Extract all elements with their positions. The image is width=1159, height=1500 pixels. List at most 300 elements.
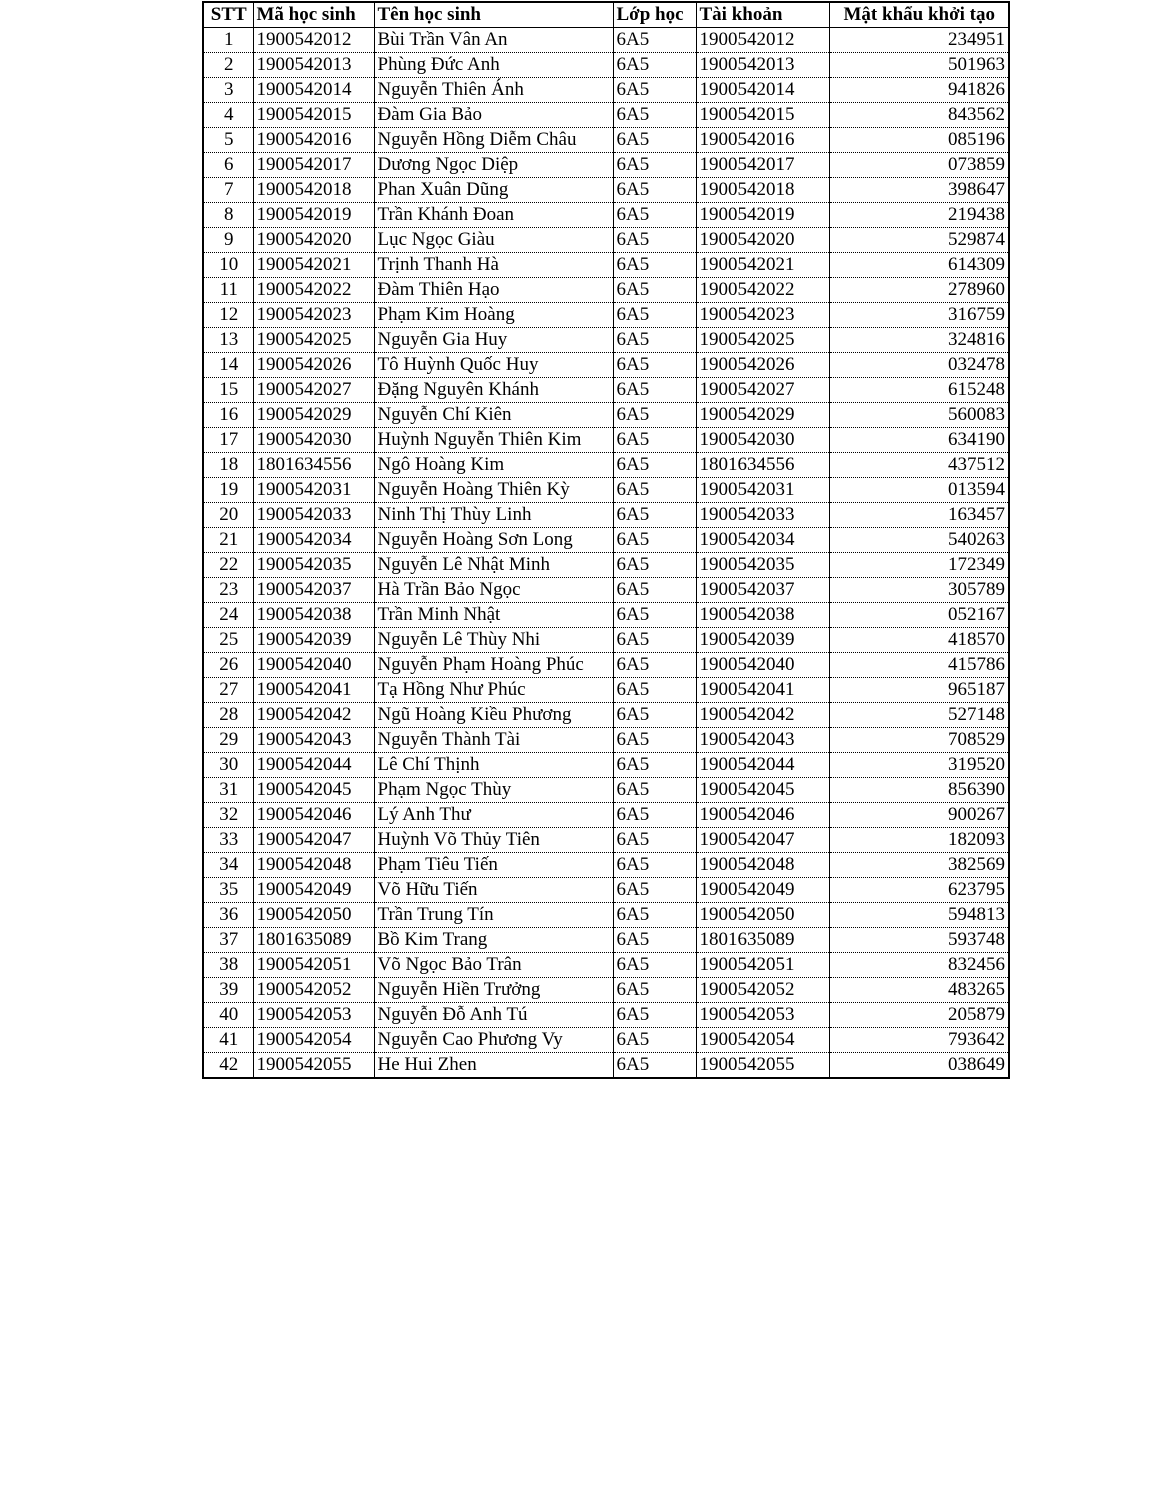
cell-class: 6A5 — [613, 628, 696, 653]
cell-student-name: Bồ Kim Trang — [374, 928, 613, 953]
cell-account: 1900542040 — [696, 653, 829, 678]
cell-class: 6A5 — [613, 228, 696, 253]
table-row — [203, 953, 1009, 978]
cell-student-name: Phạm Ngọc Thùy — [374, 778, 613, 803]
cell-student-name: Nguyễn Đỗ Anh Tú — [374, 1003, 613, 1028]
cell-password: 793642 — [829, 1028, 1009, 1053]
cell-account: 1801635089 — [696, 928, 829, 953]
cell-stt: 17 — [203, 428, 253, 453]
cell-stt: 37 — [203, 928, 253, 953]
cell-student-name: He Hui Zhen — [374, 1053, 613, 1079]
table-row — [203, 303, 1009, 328]
cell-account: 1900542050 — [696, 903, 829, 928]
cell-password: 615248 — [829, 378, 1009, 403]
cell-stt: 8 — [203, 203, 253, 228]
cell-student-id: 1900542042 — [253, 703, 374, 728]
cell-account: 1900542053 — [696, 1003, 829, 1028]
cell-student-name: Nguyễn Thành Tài — [374, 728, 613, 753]
cell-student-name: Tô Huỳnh Quốc Huy — [374, 353, 613, 378]
cell-student-id: 1900542039 — [253, 628, 374, 653]
table-row — [203, 178, 1009, 203]
cell-account: 1900542055 — [696, 1053, 829, 1079]
cell-account: 1900542035 — [696, 553, 829, 578]
table-row — [203, 728, 1009, 753]
cell-stt: 34 — [203, 853, 253, 878]
cell-class: 6A5 — [613, 703, 696, 728]
table-row — [203, 53, 1009, 78]
cell-password: 965187 — [829, 678, 1009, 703]
cell-stt: 1 — [203, 28, 253, 53]
cell-stt: 4 — [203, 103, 253, 128]
cell-password: 708529 — [829, 728, 1009, 753]
table-row — [203, 753, 1009, 778]
table-row — [203, 228, 1009, 253]
cell-student-name: Nguyễn Cao Phương Vy — [374, 1028, 613, 1053]
table-row — [203, 28, 1009, 53]
cell-student-id: 1900542043 — [253, 728, 374, 753]
cell-stt: 27 — [203, 678, 253, 703]
cell-account: 1900542017 — [696, 153, 829, 178]
cell-stt: 7 — [203, 178, 253, 203]
cell-student-name: Huỳnh Nguyễn Thiên Kim — [374, 428, 613, 453]
cell-class: 6A5 — [613, 978, 696, 1003]
table-row — [203, 203, 1009, 228]
cell-student-name: Trần Minh Nhật — [374, 603, 613, 628]
cell-password: 085196 — [829, 128, 1009, 153]
cell-student-id: 1900542044 — [253, 753, 374, 778]
cell-student-name: Trịnh Thanh Hà — [374, 253, 613, 278]
cell-student-id: 1900542053 — [253, 1003, 374, 1028]
cell-stt: 36 — [203, 903, 253, 928]
cell-stt: 28 — [203, 703, 253, 728]
cell-password: 529874 — [829, 228, 1009, 253]
cell-class: 6A5 — [613, 53, 696, 78]
cell-class: 6A5 — [613, 753, 696, 778]
cell-class: 6A5 — [613, 828, 696, 853]
cell-student-name: Nguyễn Phạm Hoàng Phúc — [374, 653, 613, 678]
cell-class: 6A5 — [613, 653, 696, 678]
cell-student-id: 1900542021 — [253, 253, 374, 278]
cell-stt: 6 — [203, 153, 253, 178]
cell-stt: 39 — [203, 978, 253, 1003]
cell-stt: 35 — [203, 878, 253, 903]
table-header-row — [203, 2, 1009, 28]
cell-student-name: Nguyễn Gia Huy — [374, 328, 613, 353]
cell-password: 527148 — [829, 703, 1009, 728]
cell-student-id: 1900542047 — [253, 828, 374, 853]
table-row — [203, 278, 1009, 303]
cell-student-name: Bùi Trần Vân An — [374, 28, 613, 53]
cell-class: 6A5 — [613, 1003, 696, 1028]
cell-student-id: 1900542040 — [253, 653, 374, 678]
cell-student-id: 1900542045 — [253, 778, 374, 803]
cell-class: 6A5 — [613, 378, 696, 403]
cell-student-id: 1900542022 — [253, 278, 374, 303]
cell-student-id: 1900542026 — [253, 353, 374, 378]
cell-class: 6A5 — [613, 428, 696, 453]
cell-stt: 11 — [203, 278, 253, 303]
table-row — [203, 428, 1009, 453]
cell-account: 1900542022 — [696, 278, 829, 303]
cell-password: 013594 — [829, 478, 1009, 503]
cell-password: 038649 — [829, 1053, 1009, 1079]
cell-stt: 24 — [203, 603, 253, 628]
cell-account: 1900542019 — [696, 203, 829, 228]
table-row — [203, 878, 1009, 903]
cell-password: 594813 — [829, 903, 1009, 928]
cell-student-id: 1900542031 — [253, 478, 374, 503]
cell-student-name: Trần Trung Tín — [374, 903, 613, 928]
cell-student-name: Trần Khánh Đoan — [374, 203, 613, 228]
cell-account: 1900542047 — [696, 828, 829, 853]
cell-class: 6A5 — [613, 578, 696, 603]
cell-class: 6A5 — [613, 853, 696, 878]
cell-account: 1900542014 — [696, 78, 829, 103]
cell-password: 941826 — [829, 78, 1009, 103]
cell-student-id: 1900542037 — [253, 578, 374, 603]
cell-password: 316759 — [829, 303, 1009, 328]
cell-student-id: 1900542013 — [253, 53, 374, 78]
cell-password: 540263 — [829, 528, 1009, 553]
cell-student-id: 1900542018 — [253, 178, 374, 203]
cell-password: 900267 — [829, 803, 1009, 828]
cell-account: 1900542030 — [696, 428, 829, 453]
table-row — [203, 1028, 1009, 1053]
cell-account: 1900542033 — [696, 503, 829, 528]
cell-password: 324816 — [829, 328, 1009, 353]
cell-class: 6A5 — [613, 78, 696, 103]
table-row — [203, 453, 1009, 478]
cell-class: 6A5 — [613, 403, 696, 428]
cell-stt: 29 — [203, 728, 253, 753]
table-row — [203, 778, 1009, 803]
cell-student-name: Lý Anh Thư — [374, 803, 613, 828]
cell-student-name: Ngô Hoàng Kim — [374, 453, 613, 478]
cell-student-id: 1801634556 — [253, 453, 374, 478]
cell-stt: 32 — [203, 803, 253, 828]
table-row — [203, 828, 1009, 853]
table-row — [203, 103, 1009, 128]
cell-stt: 5 — [203, 128, 253, 153]
cell-student-name: Võ Hữu Tiến — [374, 878, 613, 903]
cell-account: 1900542027 — [696, 378, 829, 403]
cell-student-id: 1900542019 — [253, 203, 374, 228]
cell-account: 1900542026 — [696, 353, 829, 378]
cell-student-id: 1900542030 — [253, 428, 374, 453]
cell-student-id: 1900542048 — [253, 853, 374, 878]
header-student-name: Tên học sinh — [374, 2, 613, 28]
table-row — [203, 678, 1009, 703]
cell-student-id: 1900542046 — [253, 803, 374, 828]
cell-class: 6A5 — [613, 453, 696, 478]
cell-class: 6A5 — [613, 953, 696, 978]
table-row — [203, 1003, 1009, 1028]
table-row — [203, 153, 1009, 178]
cell-student-name: Nguyễn Hoàng Thiên Kỳ — [374, 478, 613, 503]
table-row — [203, 603, 1009, 628]
cell-student-name: Tạ Hồng Như Phúc — [374, 678, 613, 703]
cell-account: 1900542013 — [696, 53, 829, 78]
cell-class: 6A5 — [613, 1028, 696, 1053]
table-row — [203, 528, 1009, 553]
cell-password: 172349 — [829, 553, 1009, 578]
cell-class: 6A5 — [613, 128, 696, 153]
cell-class: 6A5 — [613, 778, 696, 803]
header-class: Lớp học — [613, 2, 696, 28]
table-row — [203, 553, 1009, 578]
cell-student-id: 1900542050 — [253, 903, 374, 928]
cell-class: 6A5 — [613, 878, 696, 903]
cell-student-name: Đàm Gia Bảo — [374, 103, 613, 128]
cell-class: 6A5 — [613, 728, 696, 753]
cell-account: 1900542049 — [696, 878, 829, 903]
cell-stt: 26 — [203, 653, 253, 678]
table-row — [203, 128, 1009, 153]
cell-account: 1900542054 — [696, 1028, 829, 1053]
cell-account: 1900542051 — [696, 953, 829, 978]
cell-stt: 9 — [203, 228, 253, 253]
cell-student-name: Phạm Kim Hoàng — [374, 303, 613, 328]
cell-password: 073859 — [829, 153, 1009, 178]
cell-class: 6A5 — [613, 303, 696, 328]
table-row — [203, 378, 1009, 403]
cell-password: 052167 — [829, 603, 1009, 628]
table-row — [203, 328, 1009, 353]
cell-account: 1900542042 — [696, 703, 829, 728]
cell-stt: 30 — [203, 753, 253, 778]
cell-class: 6A5 — [613, 178, 696, 203]
cell-stt: 23 — [203, 578, 253, 603]
cell-password: 305789 — [829, 578, 1009, 603]
cell-stt: 25 — [203, 628, 253, 653]
cell-student-id: 1900542015 — [253, 103, 374, 128]
cell-stt: 15 — [203, 378, 253, 403]
cell-password: 382569 — [829, 853, 1009, 878]
table-row — [203, 928, 1009, 953]
cell-password: 278960 — [829, 278, 1009, 303]
cell-student-name: Nguyễn Thiên Ánh — [374, 78, 613, 103]
cell-stt: 16 — [203, 403, 253, 428]
table-row — [203, 578, 1009, 603]
table-body — [203, 28, 1009, 1079]
table-row — [203, 978, 1009, 1003]
cell-stt: 20 — [203, 503, 253, 528]
cell-student-id: 1900542052 — [253, 978, 374, 1003]
cell-student-name: Đàm Thiên Hạo — [374, 278, 613, 303]
cell-class: 6A5 — [613, 1053, 696, 1079]
cell-student-name: Đặng Nguyên Khánh — [374, 378, 613, 403]
cell-account: 1900542023 — [696, 303, 829, 328]
table-row — [203, 78, 1009, 103]
cell-class: 6A5 — [613, 328, 696, 353]
cell-student-name: Hà Trần Bảo Ngọc — [374, 578, 613, 603]
cell-student-id: 1900542054 — [253, 1028, 374, 1053]
cell-student-id: 1900542025 — [253, 328, 374, 353]
cell-student-name: Dương Ngọc Diệp — [374, 153, 613, 178]
cell-class: 6A5 — [613, 28, 696, 53]
cell-account: 1900542016 — [696, 128, 829, 153]
cell-account: 1900542044 — [696, 753, 829, 778]
cell-password: 856390 — [829, 778, 1009, 803]
cell-class: 6A5 — [613, 603, 696, 628]
student-account-table — [202, 1, 1010, 1079]
cell-class: 6A5 — [613, 103, 696, 128]
cell-account: 1900542031 — [696, 478, 829, 503]
cell-account: 1900542045 — [696, 778, 829, 803]
cell-student-id: 1900542051 — [253, 953, 374, 978]
cell-student-id: 1900542023 — [253, 303, 374, 328]
cell-student-id: 1900542014 — [253, 78, 374, 103]
cell-student-name: Nguyễn Chí Kiên — [374, 403, 613, 428]
cell-student-id: 1900542016 — [253, 128, 374, 153]
cell-password: 182093 — [829, 828, 1009, 853]
table-row — [203, 503, 1009, 528]
cell-student-name: Phạm Tiêu Tiến — [374, 853, 613, 878]
cell-password: 163457 — [829, 503, 1009, 528]
cell-class: 6A5 — [613, 503, 696, 528]
cell-account: 1900542038 — [696, 603, 829, 628]
cell-class: 6A5 — [613, 478, 696, 503]
cell-account: 1900542039 — [696, 628, 829, 653]
cell-student-name: Phùng Đức Anh — [374, 53, 613, 78]
cell-student-name: Nguyễn Lê Thùy Nhi — [374, 628, 613, 653]
cell-stt: 14 — [203, 353, 253, 378]
table-row — [203, 1053, 1009, 1079]
cell-student-name: Nguyễn Hiền Trưởng — [374, 978, 613, 1003]
cell-account: 1900542018 — [696, 178, 829, 203]
cell-account: 1900542041 — [696, 678, 829, 703]
cell-stt: 2 — [203, 53, 253, 78]
table-row — [203, 803, 1009, 828]
cell-student-id: 1900542049 — [253, 878, 374, 903]
header-password: Mật khẩu khởi tạo — [829, 2, 1009, 28]
cell-stt: 40 — [203, 1003, 253, 1028]
cell-stt: 38 — [203, 953, 253, 978]
cell-student-name: Nguyễn Hồng Diễm Châu — [374, 128, 613, 153]
cell-student-id: 1900542035 — [253, 553, 374, 578]
cell-stt: 3 — [203, 78, 253, 103]
table-row — [203, 653, 1009, 678]
cell-password: 623795 — [829, 878, 1009, 903]
cell-class: 6A5 — [613, 678, 696, 703]
cell-class: 6A5 — [613, 553, 696, 578]
cell-class: 6A5 — [613, 203, 696, 228]
table-row — [203, 478, 1009, 503]
cell-account: 1900542015 — [696, 103, 829, 128]
cell-class: 6A5 — [613, 928, 696, 953]
cell-stt: 33 — [203, 828, 253, 853]
cell-password: 418570 — [829, 628, 1009, 653]
cell-stt: 10 — [203, 253, 253, 278]
cell-student-id: 1900542027 — [253, 378, 374, 403]
cell-account: 1900542025 — [696, 328, 829, 353]
cell-stt: 19 — [203, 478, 253, 503]
table-row — [203, 353, 1009, 378]
cell-student-name: Huỳnh Võ Thủy Tiên — [374, 828, 613, 853]
cell-account: 1900542048 — [696, 853, 829, 878]
cell-student-name: Phan Xuân Dũng — [374, 178, 613, 203]
cell-student-name: Võ Ngọc Bảo Trân — [374, 953, 613, 978]
cell-student-id: 1900542012 — [253, 28, 374, 53]
cell-class: 6A5 — [613, 803, 696, 828]
cell-student-id: 1900542038 — [253, 603, 374, 628]
cell-stt: 22 — [203, 553, 253, 578]
table-row — [203, 403, 1009, 428]
cell-password: 593748 — [829, 928, 1009, 953]
cell-password: 614309 — [829, 253, 1009, 278]
cell-stt: 42 — [203, 1053, 253, 1079]
cell-stt: 21 — [203, 528, 253, 553]
cell-stt: 12 — [203, 303, 253, 328]
cell-stt: 13 — [203, 328, 253, 353]
cell-account: 1900542052 — [696, 978, 829, 1003]
cell-password: 234951 — [829, 28, 1009, 53]
cell-account: 1900542012 — [696, 28, 829, 53]
cell-student-name: Lê Chí Thịnh — [374, 753, 613, 778]
cell-account: 1900542043 — [696, 728, 829, 753]
cell-account: 1900542029 — [696, 403, 829, 428]
table-row — [203, 253, 1009, 278]
cell-student-id: 1900542020 — [253, 228, 374, 253]
cell-account: 1801634556 — [696, 453, 829, 478]
cell-class: 6A5 — [613, 278, 696, 303]
cell-password: 219438 — [829, 203, 1009, 228]
cell-account: 1900542037 — [696, 578, 829, 603]
cell-password: 501963 — [829, 53, 1009, 78]
cell-password: 483265 — [829, 978, 1009, 1003]
table-row — [203, 703, 1009, 728]
table-row — [203, 903, 1009, 928]
cell-account: 1900542034 — [696, 528, 829, 553]
header-stt: STT — [203, 2, 253, 28]
cell-password: 415786 — [829, 653, 1009, 678]
cell-student-name: Ngũ Hoàng Kiều Phương — [374, 703, 613, 728]
cell-password: 032478 — [829, 353, 1009, 378]
cell-password: 560083 — [829, 403, 1009, 428]
cell-student-name: Nguyễn Hoàng Sơn Long — [374, 528, 613, 553]
cell-student-name: Ninh Thị Thùy Linh — [374, 503, 613, 528]
cell-password: 843562 — [829, 103, 1009, 128]
cell-student-id: 1900542034 — [253, 528, 374, 553]
cell-password: 319520 — [829, 753, 1009, 778]
cell-password: 437512 — [829, 453, 1009, 478]
cell-student-name: Nguyễn Lê Nhật Minh — [374, 553, 613, 578]
cell-class: 6A5 — [613, 903, 696, 928]
cell-account: 1900542021 — [696, 253, 829, 278]
cell-password: 205879 — [829, 1003, 1009, 1028]
cell-class: 6A5 — [613, 253, 696, 278]
header-account: Tài khoản — [696, 2, 829, 28]
cell-student-id: 1801635089 — [253, 928, 374, 953]
cell-class: 6A5 — [613, 353, 696, 378]
cell-stt: 41 — [203, 1028, 253, 1053]
cell-student-id: 1900542033 — [253, 503, 374, 528]
cell-student-name: Lục Ngọc Giàu — [374, 228, 613, 253]
cell-class: 6A5 — [613, 153, 696, 178]
cell-class: 6A5 — [613, 528, 696, 553]
cell-password: 832456 — [829, 953, 1009, 978]
cell-student-id: 1900542055 — [253, 1053, 374, 1079]
cell-password: 398647 — [829, 178, 1009, 203]
cell-account: 1900542020 — [696, 228, 829, 253]
cell-password: 634190 — [829, 428, 1009, 453]
cell-student-id: 1900542017 — [253, 153, 374, 178]
cell-stt: 18 — [203, 453, 253, 478]
header-student-id: Mã học sinh — [253, 2, 374, 28]
table-row — [203, 853, 1009, 878]
cell-account: 1900542046 — [696, 803, 829, 828]
table-row — [203, 628, 1009, 653]
